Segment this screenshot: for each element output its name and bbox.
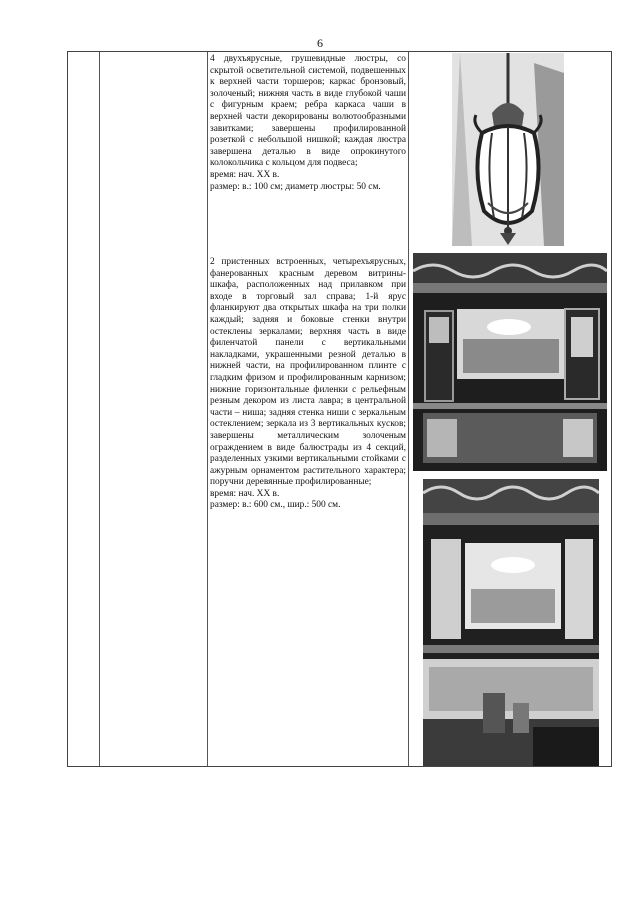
column-divider [99, 52, 100, 766]
item-description: 4 двухъярусные, грушевидные люстры, со скрытой осветительной системой, подвешенных к верхней части торшеров; каркас бронзовый, золоченый; нижняя часть в виде глубокой чаши с фигурным краем; ребра каркаса чаши в верхней части декорированы волютообразными завитками; завершены профилированной розеткой с небольшой нишкой; каждая люстра завершена деталью в виде опрокинутого колокольчика с кольцом для подвеса; [210, 54, 406, 169]
item-size: размер: в.: 600 см., шир.: 500 см. [210, 500, 341, 511]
item-time: время: нач. XX в. [210, 488, 280, 499]
column-divider [207, 52, 208, 766]
page-number: 6 [317, 36, 323, 50]
showcase-photo [413, 253, 607, 471]
chandelier-photo [452, 53, 564, 246]
item-size: размер: в.: 100 см; диаметр люстры: 50 см. [210, 181, 381, 192]
item-description: 2 пристенных встроенных, четырехъярусных, фанерованных красным деревом витрины-шкафа, расположенных над прилавком при входе в торговый зал справа; 1-й ярус фланкируют два открытых шкафа на три полки каждый; задняя и боковые стенки внутри остеклены зеркалами; верхняя часть в виде филенчатой панели с вертикальными накладками, украшенными резной деталью в нижней части, на профилированном плинте с гладким фризом и профилированным карнизом; нижние горизонтальные филенки с рельефным резным декором из листа лавра; в центральной части – ниша; задняя стенка ниши с зеркальным остеклением; зеркала из 3 вертикальных кусков; завершены металлическим золоченым ограждением в виде балюстрады из 4 секций, разделенных узкими вертикальными стойками с ажурным орнаментом растительного характера; поручни деревянные профилированные; [210, 257, 406, 488]
showcase-description-cell [210, 257, 406, 512]
showcase-photo-2 [423, 479, 599, 766]
item-time: время: нач. XX в. [210, 169, 280, 180]
column-divider [408, 52, 409, 766]
chandelier-description-cell [210, 54, 406, 193]
